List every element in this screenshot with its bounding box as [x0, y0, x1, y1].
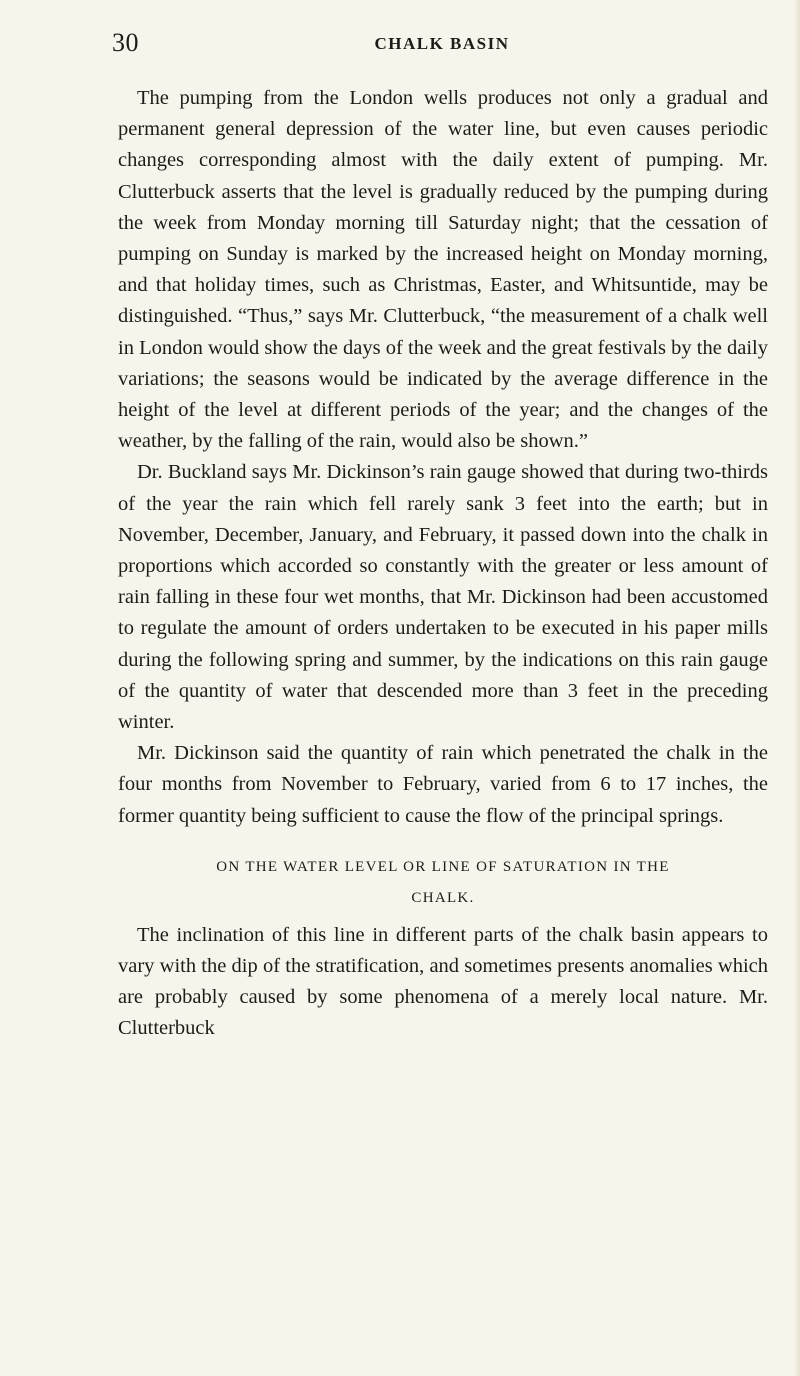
running-head: [112, 28, 772, 68]
page-edge-shadow: [794, 0, 800, 1376]
running-title: CHALK BASIN: [374, 34, 510, 53]
section-heading-line-2: CHALK.: [411, 889, 475, 906]
paragraph-buckland-rain-gauge: Dr. Buckland says Mr. Dickinson’s rain gauge showed that during two-thirds of the year the rain which fell rarely sank 3 feet into the earth; but in November, December, January, and February, it passed down into the chalk in proportions which accorded so constantly with the greater or less amount of rain falling in these four wet months, that Mr. Dickinson had been accustomed to regulate the amount of orders undertaken to be executed in his paper mills during the following spring and summer, by the indications on this rain gauge of the quantity of water that descended more than 3 feet in the preceding winter.: [118, 461, 768, 734]
paragraph-dickinson-quantity: Mr. Dickinson said the quantity of rain which penetrated the chalk in the four months from November to February, varied from 6 to 17 inches, the former quantity being sufficient to cause the flow of the principal springs.: [118, 742, 768, 827]
paragraph-pumping-depression: The pumping from the London wells produces not only a gradual and permanent general depression of the water line, but even causes periodic changes corresponding almost with the daily extent of pumping. Mr. Clutterbuck asserts that the level is gradually reduced by the pumping during the week from Monday morning till Saturday night; that the cessation of pumping on Sunday is marked by the increased height on Monday morning, and that holiday times, such as Christmas, Easter, and Whitsuntide, may be distinguished. “Thus,” says Mr. Clutterbuck, “the measurement of a chalk well in London would show the days of the week and the great festivals by the daily variations; the seasons would be indicated by the average difference in the height of the level at different periods of the year; and the changes of the weather, by the falling of the rain, would also be shown.”: [118, 87, 768, 453]
paragraph-inclination: The inclination of this line in different parts of the chalk basin appears to vary with the dip of the stratification, and sometimes presents anomalies which are probably caused by some phenomena of a merely local nature. Mr. Clutterbuck: [118, 923, 768, 1040]
page-number: 30: [112, 28, 139, 57]
section-heading-line-1: ON THE WATER LEVEL OR LINE OF SATURATION IN THE: [216, 858, 670, 875]
section-heading: [118, 852, 768, 914]
body-text: [118, 83, 768, 1045]
